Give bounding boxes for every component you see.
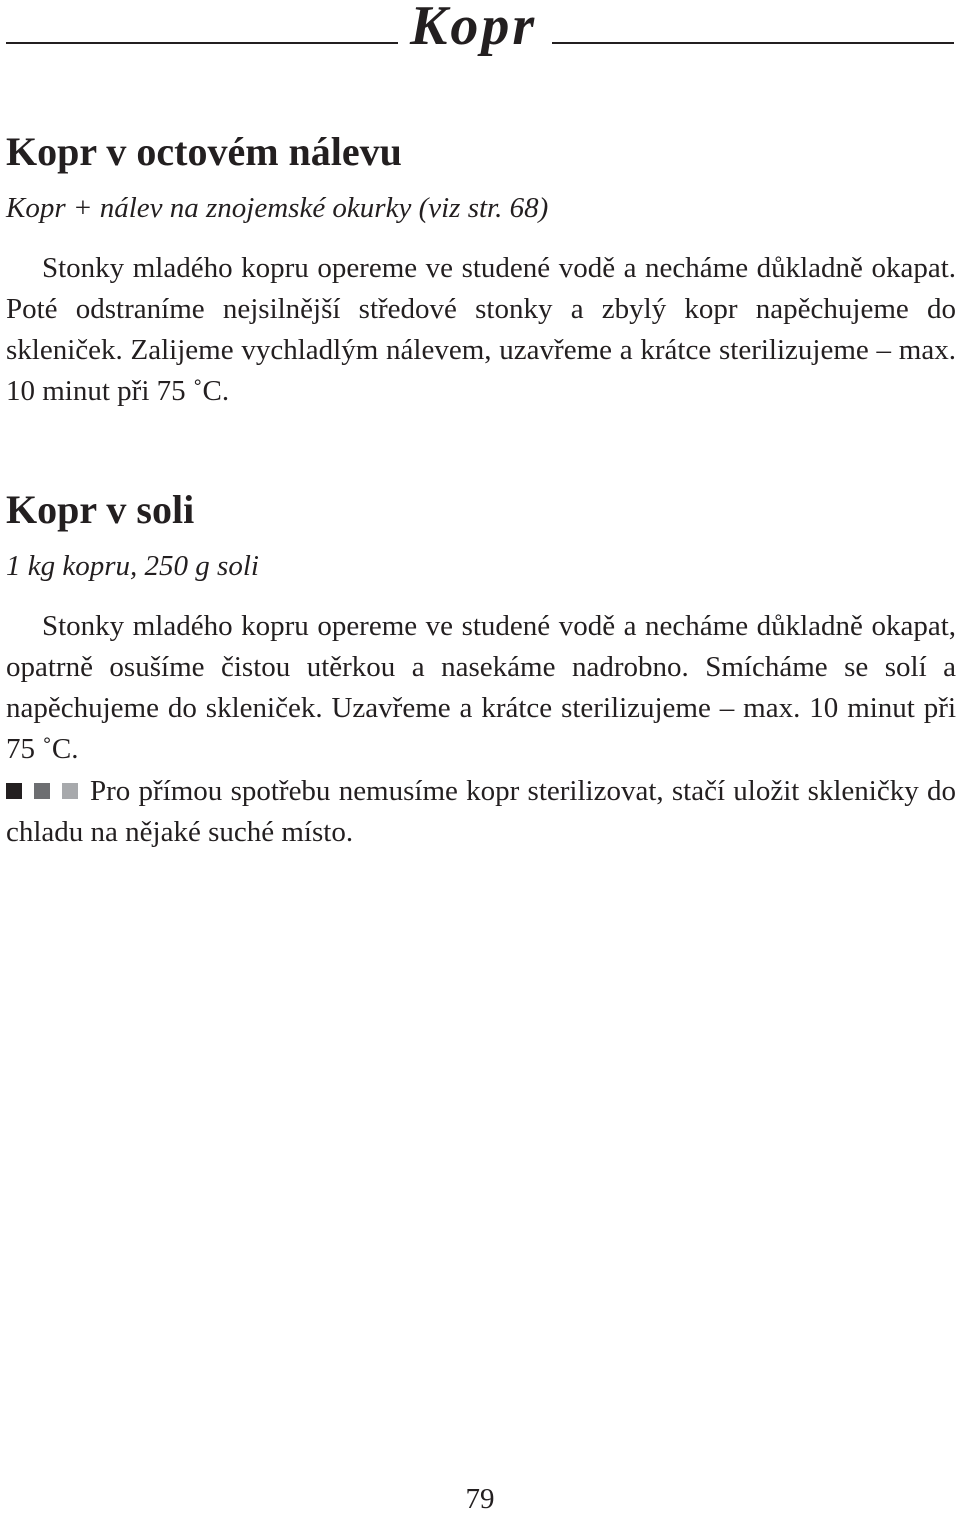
section-heading: Kopr v octovém nálevu — [6, 129, 402, 174]
page-content — [6, 126, 956, 853]
chapter-title: Kopr — [410, 0, 538, 57]
recipe-instructions: Stonky mladého kopru opereme ve studené vodě a necháme důkladně okapat. Poté odstraníme nejsilnější středové stonky a zbylý kopr napěchujeme do skleniček. Zalijeme vychladlým nálevem, uzavřeme a krátce sterilizujeme – max. 10 minut při 75 ˚C. — [6, 252, 956, 407]
note-bullets-icon — [6, 770, 78, 811]
recipe-kopr-v-soli — [6, 484, 956, 853]
section-heading: Kopr v soli — [6, 487, 195, 532]
ingredients-line: Kopr + nálev na znojemské okurky (viz str. 68) — [6, 192, 549, 224]
bullet-square-dark — [6, 783, 22, 799]
header-rule-left — [6, 42, 398, 44]
tip-note-text: Pro přímou spotřebu nemusíme kopr sterilizovat, stačí uložit skleničky do chladu na nějaké suché místo. — [6, 775, 956, 848]
bullet-square-mid — [34, 783, 50, 799]
running-header — [0, 0, 960, 60]
ingredients-line: 1 kg kopru, 250 g soli — [6, 550, 259, 582]
header-rule-right — [552, 42, 954, 44]
recipe-kopr-v-octovem-nalevu — [6, 126, 956, 412]
bullet-square-light — [62, 783, 78, 799]
page-number: 79 — [465, 1483, 495, 1515]
recipe-instructions: Stonky mladého kopru opereme ve studené vodě a necháme důkladně okapat, opatrně osušíme čistou utěrkou a nasekáme nadrobno. Smícháme se solí a napěchujeme do skleniček. Uzavřeme a krátce sterilizujeme – max. 10 minut při 75 ˚C. — [6, 610, 956, 765]
tip-note — [6, 770, 956, 853]
